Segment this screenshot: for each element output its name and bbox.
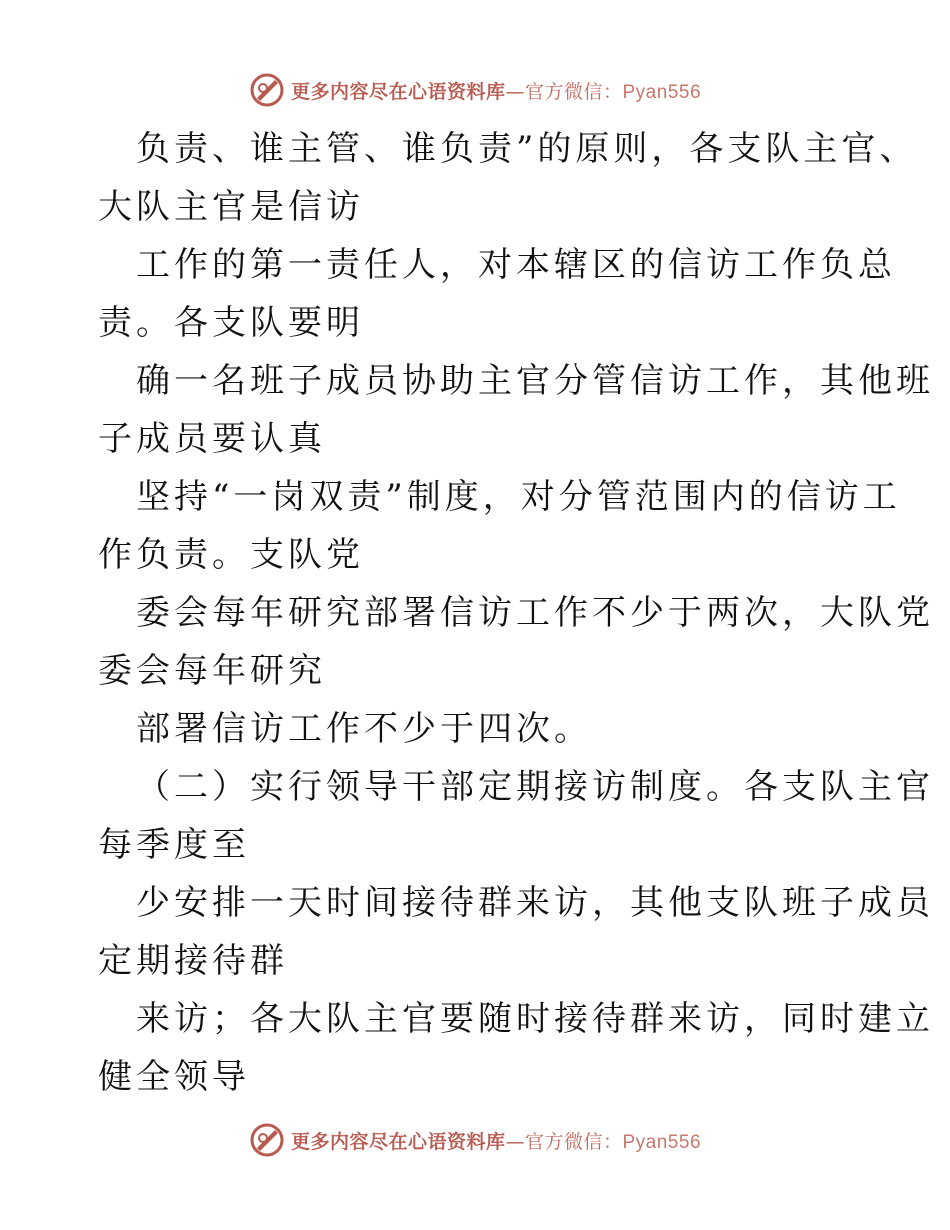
body-line: 每季度至 bbox=[98, 825, 250, 865]
document-body bbox=[98, 120, 934, 1106]
body-line: 子成员要认真 bbox=[98, 419, 326, 459]
watermark-brand: 更多内容尽在心语资料库 bbox=[290, 1130, 506, 1153]
header-watermark-banner bbox=[0, 70, 950, 110]
body-line: 负责、谁主管、谁负责”的原则，各支队主官、 bbox=[136, 129, 918, 169]
watermark-wechat-label: 官方微信： bbox=[524, 1130, 623, 1153]
watermark-wechat-label: 官方微信： bbox=[524, 80, 623, 103]
watermark-text bbox=[291, 77, 701, 104]
body-line: 大队主官是信访 bbox=[98, 187, 364, 227]
watermark-text bbox=[291, 1127, 701, 1154]
watermark-separator: — bbox=[505, 80, 525, 103]
body-line: 来访；各大队主官要随时接待群来访，同时建立 bbox=[136, 999, 934, 1039]
footer-watermark-banner bbox=[0, 1120, 950, 1160]
body-line: 委会每年研究 bbox=[98, 651, 326, 691]
body-line: 定期接待群 bbox=[98, 941, 288, 981]
brand-logo-icon bbox=[249, 72, 285, 108]
watermark-handle: Pyan556 bbox=[622, 81, 702, 103]
body-line: 确一名班子成员协助主官分管信访工作，其他班 bbox=[136, 361, 934, 401]
body-line: 健全领导 bbox=[98, 1057, 250, 1097]
body-line: 工作的第一责任人，对本辖区的信访工作负总 bbox=[136, 245, 896, 285]
body-line: （二）实行领导干部定期接访制度。各支队主官 bbox=[136, 767, 934, 807]
watermark-brand: 更多内容尽在心语资料库 bbox=[290, 80, 506, 103]
watermark-separator: — bbox=[505, 1130, 525, 1153]
body-line: 责。各支队要明 bbox=[98, 303, 364, 343]
body-line: 少安排一天时间接待群来访，其他支队班子成员 bbox=[136, 883, 934, 923]
body-line: 作负责。支队党 bbox=[98, 535, 364, 575]
brand-logo-icon bbox=[249, 1122, 285, 1158]
body-line: 委会每年研究部署信访工作不少于两次，大队党 bbox=[136, 593, 934, 633]
body-line: 坚持“一岗双责”制度，对分管范围内的信访工 bbox=[136, 477, 901, 517]
body-line: 部署信访工作不少于四次。 bbox=[136, 709, 592, 749]
watermark-handle: Pyan556 bbox=[622, 1131, 702, 1153]
